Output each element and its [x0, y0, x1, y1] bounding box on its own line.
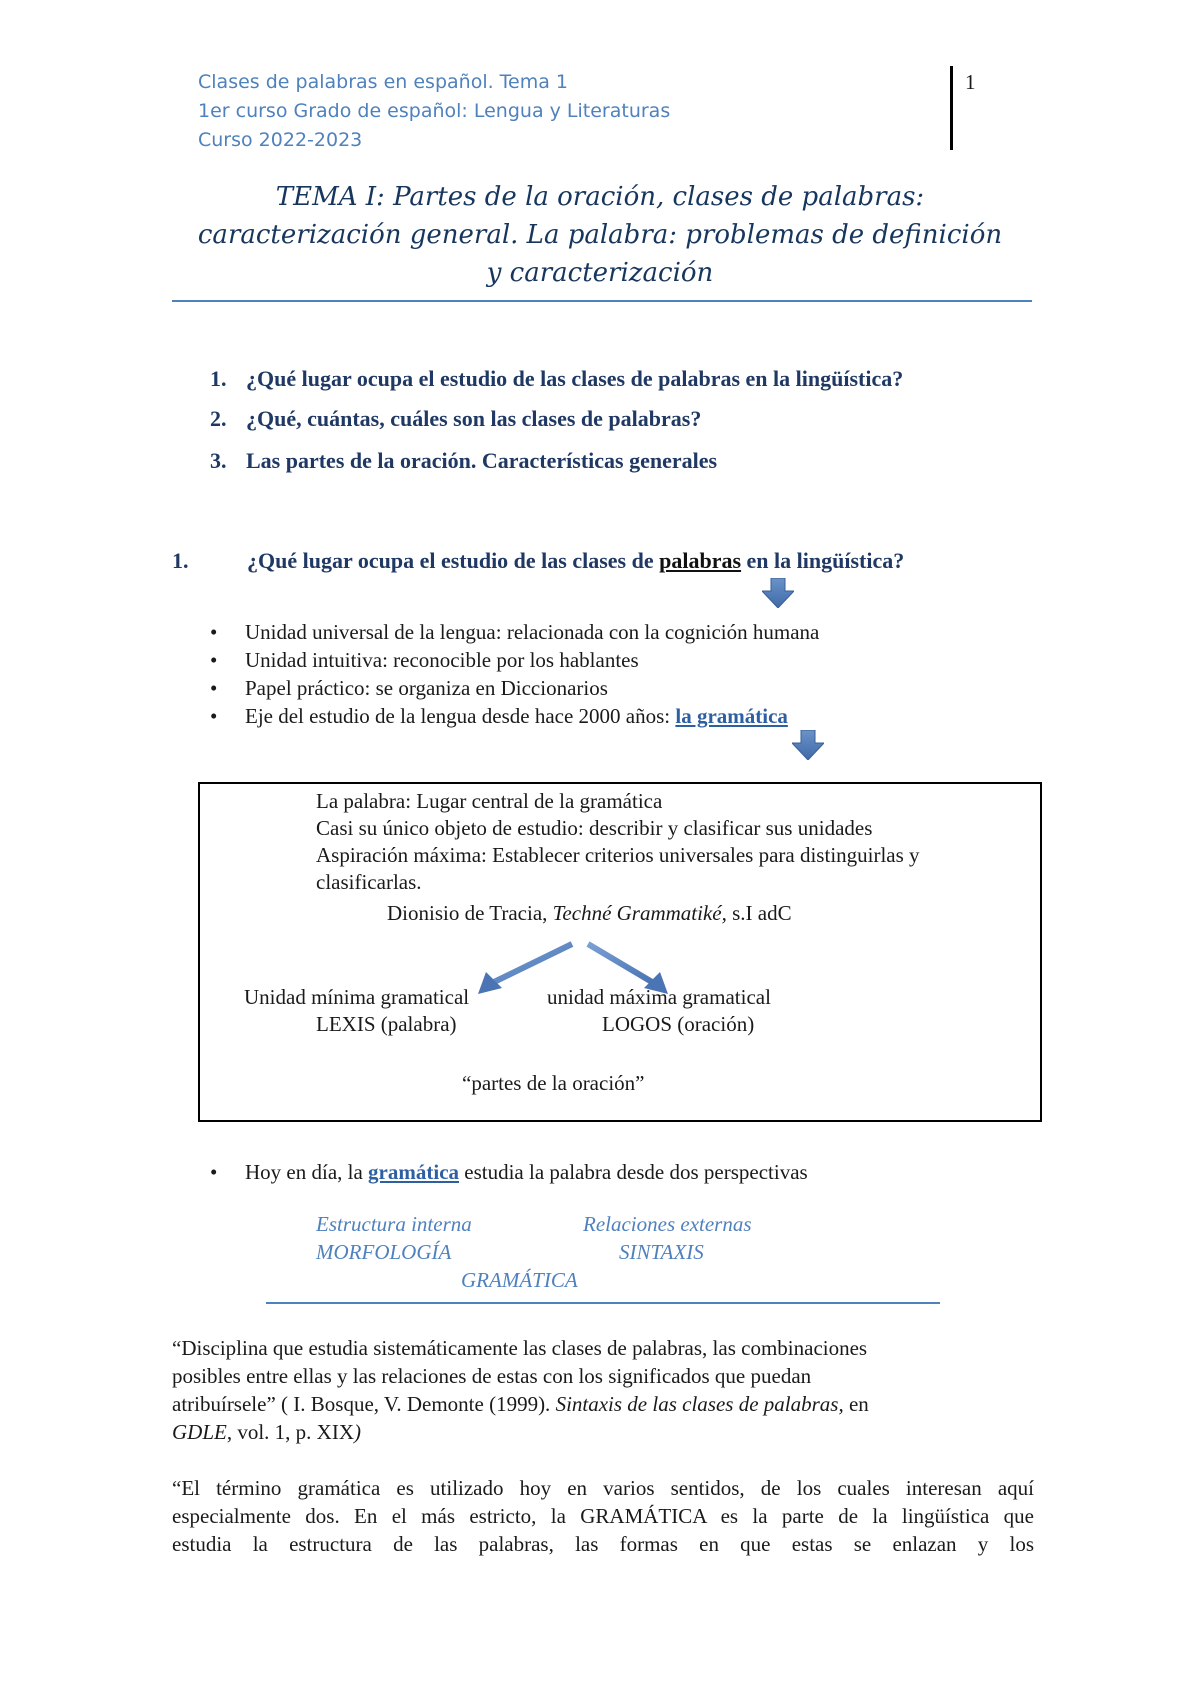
box-line-4: clasificarlas.	[316, 870, 422, 894]
toc-item-number: 2.	[210, 406, 227, 431]
title-line-3: y caracterización	[486, 258, 714, 288]
perspective-grammar: GRAMÁTICA	[461, 1268, 578, 1292]
arrow-down-icon	[762, 578, 794, 608]
box-line-2: Casi su único objeto de estudio: describir y clasificar sus unidades	[316, 816, 873, 840]
toc-item	[210, 406, 701, 432]
toc-item	[210, 366, 903, 392]
header-year-line: Curso 2022-2023	[198, 129, 363, 151]
toc-item-number: 1.	[210, 366, 227, 391]
box-conclusion: “partes de la oración”	[462, 1071, 645, 1095]
quote-bosque: “Disciplina que estudia sistemáticamente las clases de palabras, las combinaciones posibles entre ellas y las relaciones de estas con los significados que puedan atribuírsele” ( I. Bosque, V. Demonte (1999). Sintaxis de las clases de palabras, en GDLE, vol. 1, p. XIX)	[172, 1336, 869, 1444]
toc-item-text: ¿Qué, cuántas, cuáles son las clases de palabras?	[246, 406, 702, 431]
gramatica-link[interactable]: gramática	[368, 1160, 460, 1184]
toc-item-number: 3.	[210, 448, 227, 473]
title-line-2: caracterización general. La palabra: problemas de definición	[197, 220, 1003, 250]
section-1-number: 1.	[172, 548, 189, 573]
box-source: Dionisio de Tracia, Techné Grammatiké, s.I adC	[387, 901, 792, 925]
perspective-syntax: SINTAXIS	[619, 1240, 704, 1264]
arrow-down-icon	[792, 730, 824, 760]
box-line-1: La palabra: Lugar central de la gramática	[316, 789, 663, 813]
right-label: unidad máxima gramatical	[547, 985, 771, 1009]
gramatica-link[interactable]: la gramática	[675, 704, 788, 728]
perspective-morphology: MORFOLOGÍA	[316, 1240, 452, 1264]
toc-item-text: ¿Qué lugar ocupa el estudio de las clases de palabras en la lingüística?	[246, 366, 904, 391]
left-term: LEXIS (palabra)	[316, 1012, 457, 1036]
toc-item	[210, 448, 717, 474]
toc-item-text: Las partes de la oración. Características generales	[246, 448, 718, 473]
section-1-title: ¿Qué lugar ocupa el estudio de las clases de palabras en la lingüística?	[247, 548, 905, 573]
perspective-rule	[266, 1302, 940, 1304]
title-line-1: TEMA I: Partes de la oración, clases de palabras:	[275, 182, 925, 212]
page-number: 1	[965, 70, 976, 94]
right-term: LOGOS (oración)	[602, 1012, 755, 1036]
header-course-line: Clases de palabras en español. Tema 1	[198, 71, 569, 93]
left-label: Unidad mínima gramatical	[244, 985, 470, 1009]
section-1-keyword: palabras	[659, 548, 742, 573]
perspective-external: Relaciones externas	[583, 1212, 752, 1236]
quote-grammar-definition: “El término gramática es utilizado hoy en varios sentidos, de los cuales interesan aquí especialmente dos. En el más estricto, la GRAMÁTICA es la parte de la lingüística que estudia la estructura de las palabras, las formas en que estas se enlazan y los	[172, 1476, 1034, 1556]
page-title	[150, 178, 1050, 292]
box-line-3: Aspiración máxima: Establecer criterios universales para distinguirlas y	[316, 843, 920, 867]
header-degree-line: 1er curso Grado de español: Lengua y Literaturas	[198, 100, 671, 122]
title-underline	[172, 300, 1032, 302]
page-number-divider	[950, 66, 953, 150]
perspective-internal: Estructura interna	[316, 1212, 472, 1236]
